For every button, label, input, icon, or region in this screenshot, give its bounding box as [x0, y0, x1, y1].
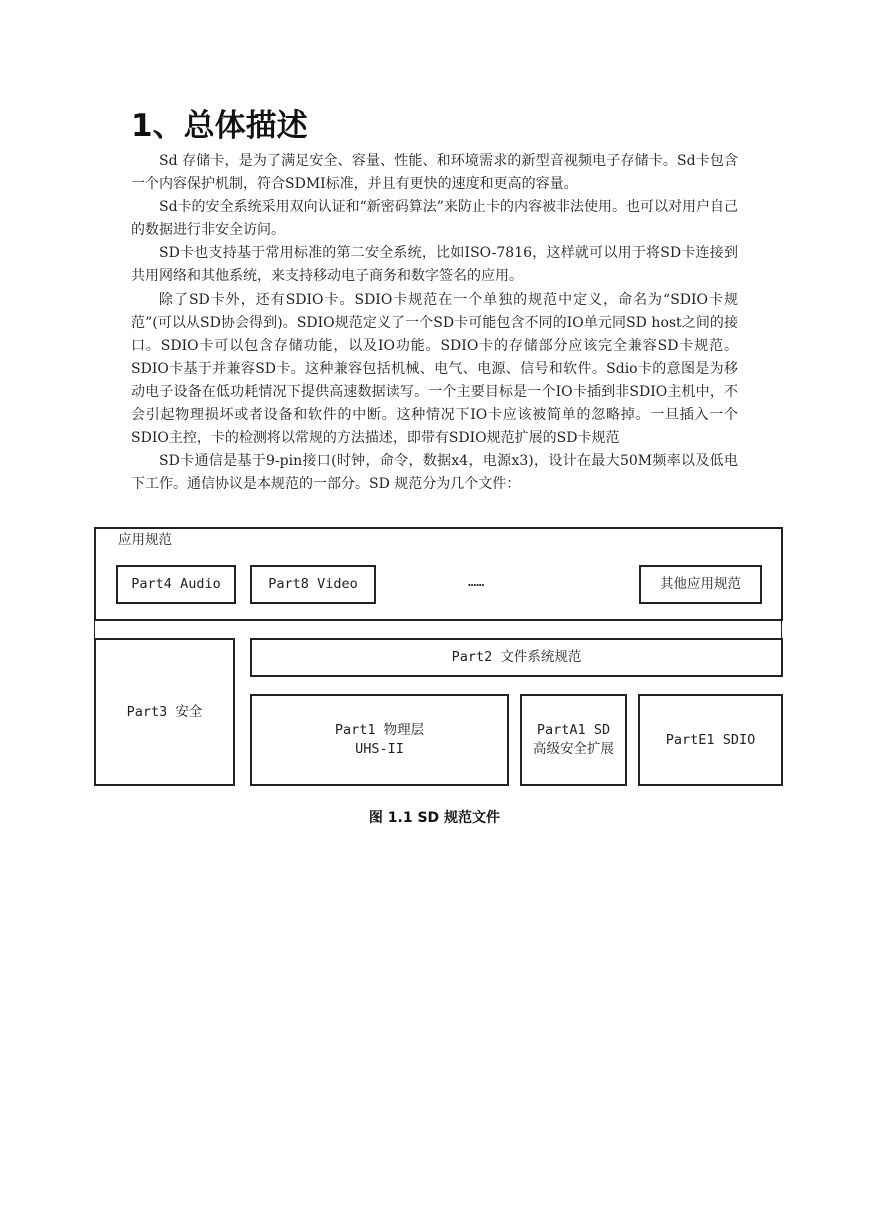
part2-filesystem-box — [250, 638, 783, 677]
part1-physical-box — [250, 694, 509, 786]
part1-physical-label: Part1 物理层 — [334, 722, 425, 738]
frame-right-connector — [781, 620, 782, 639]
paragraph-sdio: 除了SD卡外，还有SDIO卡。SDIO卡规范在一个单独的规范中定义，命名为“SDIO卡规范”(可以从SD协会得到)。SDIO规范定义了一个SD卡可能包含不同的IO单元同SD host之间的接口。SDIO卡可以包含存储功能，以及IO功能。SDIO卡的存储部分应该完全兼容SD卡规范。SDIO卡基于并兼容SD卡。这种兼容包括机械、电气、电源、信号和软件。Sdio卡的意图是为移动电子设备在低功耗情况下提供高速数据读写。一个主要目标是一个IO卡插到非SDIO主机中，不会引起物理损坏或者设备和软件的中断。这种情况下IO卡应该被简单的忽略掉。一旦插入一个SDIO主控，卡的检测将以常规的方法描述，即带有SDIO规范扩展的SD卡规范 — [131, 291, 738, 447]
paragraph-sd-card-intro: Sd 存储卡，是为了满足安全、容量、性能、和环境需求的新型音视频电子存储卡。Sd卡包含一个内容保护机制，符合SDMI标准，并且有更快的速度和更高的容量。 — [131, 153, 738, 193]
parta1-advanced-security-label: 高级安全扩展 — [533, 741, 614, 757]
other-apps-label: 其他应用规范 — [660, 576, 741, 592]
part8-video-box — [250, 565, 376, 604]
part4-audio-box — [116, 565, 236, 604]
part4-audio-label: Part4 Audio — [131, 576, 221, 592]
part8-video-label: Part8 Video — [268, 576, 358, 592]
figure-caption: 图 1.1 SD 规范文件 — [368, 810, 501, 826]
section-heading: 1、总体描述 — [131, 108, 308, 144]
parta1-label: PartA1 SD — [536, 722, 611, 738]
app-spec-label: 应用规范 — [118, 532, 172, 548]
paragraph-second-security: SD卡也支持基于常用标准的第二安全系统，比如ISO-7816，这样就可以用于将SD卡连接到共用网络和其他系统，来支持移动电子商务和数字签名的应用。 — [131, 245, 738, 285]
part3-security-box — [94, 638, 235, 786]
frame-left-connector — [94, 620, 95, 639]
paragraph-communication: SD卡通信是基于9-pin接口(时钟，命令，数据x4，电源x3)，设计在最大50M频率以及低电下工作。通信协议是本规范的一部分。SD 规范分为几个文件： — [131, 453, 738, 493]
part3-security-label: Part3 安全 — [126, 703, 203, 720]
app-spec-box — [94, 527, 783, 621]
paragraph-security-system: Sd卡的安全系统采用双向认证和“新密码算法”来防止卡的内容被非法使用。也可以对用户自己的数据进行非安全访问。 — [131, 199, 738, 239]
part2-filesystem-label: Part2 文件系统规范 — [451, 649, 582, 665]
part1-uhs-label: UHS-II — [355, 741, 404, 757]
other-apps-box — [639, 565, 762, 604]
parte1-sdio-label: PartE1 SDIO — [665, 731, 756, 748]
parte1-sdio-box — [638, 694, 783, 786]
body-text — [131, 150, 738, 496]
parta1-advanced-security-box — [520, 694, 627, 786]
ellipsis-text: …… — [468, 574, 485, 590]
